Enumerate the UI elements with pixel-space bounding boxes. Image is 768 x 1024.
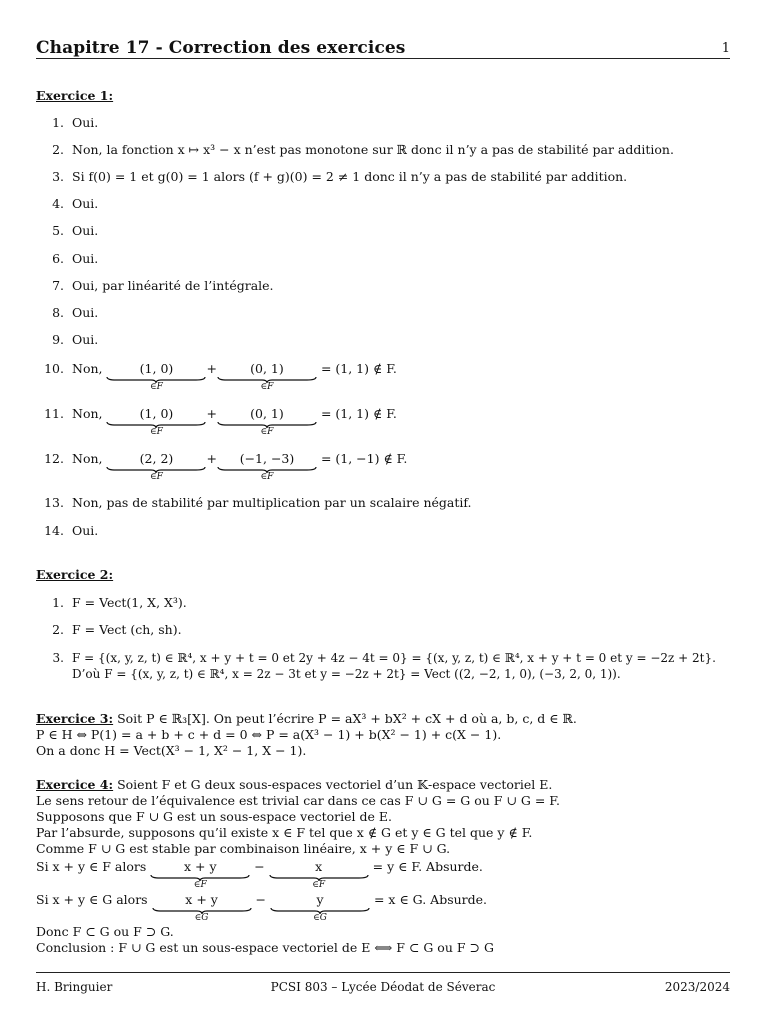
exercise-4-line-4: Par l’absurde, supposons qu’il existe x ∈ F tel que x ∉ G et y ∈ G tel que y ∉ F. (36, 825, 533, 840)
exercise-4-line-6: Si x + y ∈ F alors x + y ∈F − x ∈F = y ∈ F. Absurde. (36, 859, 483, 890)
list-item: 5. Oui. (52, 223, 99, 238)
exercise-3-line-2: P ∈ H ⇔ P(1) = a + b + c + d = 0 ⇔ P = a(X³ − 1) + b(X² − 1) + c(X − 1). (36, 727, 502, 742)
exercise-1-heading: Exercice 1: (36, 88, 114, 103)
underbrace-term: (2, 2) ∈F (106, 451, 206, 482)
list-item: 1. Oui. (52, 115, 99, 130)
underbrace-term: (1, 0) ∈F (106, 406, 206, 437)
page-number: 1 (721, 41, 730, 56)
list-item: 11. Non, (1, 0) ∈F + (0, 1) ∈F = (1, 1) ∉ F. (44, 406, 397, 437)
exercise-4-line-2: Le sens retour de l’équivalence est trivial car dans ce cas F ∪ G = G ou F ∪ G = F. (36, 793, 560, 808)
underbrace-term: x + y ∈F (150, 859, 250, 890)
footer-year: 2023/2024 (664, 980, 730, 994)
list-item: 12. Non, (2, 2) ∈F + (−1, −3) ∈F = (1, −1) ∉ F. (44, 451, 408, 482)
underbrace-term: (0, 1) ∈F (217, 361, 317, 392)
list-item: 2. F = Vect (ch, sh). (52, 622, 182, 637)
page-footer (36, 972, 730, 995)
underbrace-term: x + y ∈G (152, 892, 252, 923)
page-title: Chapitre 17 - Correction des exercices (36, 38, 406, 58)
exercise-4-line-5: Comme F ∪ G est stable par combinaison linéaire, x + y ∈ F ∪ G. (36, 841, 451, 856)
page-header (36, 36, 730, 59)
exercise-3-line-3: On a donc H = Vect(X³ − 1, X² − 1, X − 1). (36, 743, 307, 758)
list-item: 3. F = {(x, y, z, t) ∈ ℝ⁴, x + y + t = 0 et 2y + 4z − 4t = 0} = {(x, y, z, t) ∈ ℝ⁴, x + y + t = 0 et y = −2z + 2t}. (52, 651, 716, 665)
list-item: 3. Si f(0) = 1 et g(0) = 1 alors (f + g)(0) = 2 ≠ 1 donc il n’y a pas de stabilité par addition. (52, 169, 628, 184)
exercise-4-line-8: Donc F ⊂ G ou F ⊃ G. (36, 924, 174, 939)
list-item: 1. F = Vect(1, X, X³). (52, 595, 187, 610)
underbrace-term: (0, 1) ∈F (217, 406, 317, 437)
underbrace-term: y ∈G (270, 892, 370, 923)
list-item: 14. Oui. (44, 523, 99, 538)
footer-class: PCSI 803 – Lycée Déodat de Séverac (270, 980, 496, 994)
exercise-3-line-1: Exercice 3: Soit P ∈ ℝ₃[X]. On peut l’écrire P = aX³ + bX² + cX + d où a, b, c, d ∈ ℝ. (36, 711, 577, 726)
exercise-4-line-3: Supposons que F ∪ G est un sous-espace vectoriel de E. (36, 809, 392, 824)
underbrace-term: (1, 0) ∈F (106, 361, 206, 392)
list-item-continuation: D’où F = {(x, y, z, t) ∈ ℝ⁴, x = 2z − 3t et y = −2z + 2t} = Vect ((2, −2, 1, 0), (−3, 2, 0, 1)). (72, 667, 621, 681)
underbrace-term: (−1, −3) ∈F (217, 451, 317, 482)
underbrace-term: x ∈F (269, 859, 369, 890)
list-item: 7. Oui, par linéarité de l’intégrale. (52, 278, 274, 293)
exercise-4-line-1: Exercice 4: Soient F et G deux sous-espaces vectoriel d’un 𝕂-espace vectoriel E. (36, 777, 553, 792)
exercise-4-line-7: Si x + y ∈ G alors x + y ∈G − y ∈G = x ∈ G. Absurde. (36, 892, 488, 923)
list-item: 10. Non, (1, 0) ∈F + (0, 1) ∈F = (1, 1) ∉ F. (44, 361, 397, 392)
footer-author: H. Bringuier (36, 980, 113, 994)
exercise-4-conclusion: Conclusion : F ∪ G est un sous-espace vectoriel de E ⟺ F ⊂ G ou F ⊃ G (36, 940, 494, 955)
list-item: 2. Non, la fonction x ↦ x³ − x n’est pas monotone sur ℝ donc il n’y a pas de stabilité par addition. (52, 142, 674, 157)
exercise-2-heading: Exercice 2: (36, 567, 114, 582)
list-item: 13. Non, pas de stabilité par multiplication par un scalaire négatif. (44, 495, 472, 510)
list-item: 8. Oui. (52, 305, 99, 320)
list-item: 6. Oui. (52, 251, 99, 266)
list-item: 9. Oui. (52, 332, 99, 347)
list-item: 4. Oui. (52, 196, 99, 211)
